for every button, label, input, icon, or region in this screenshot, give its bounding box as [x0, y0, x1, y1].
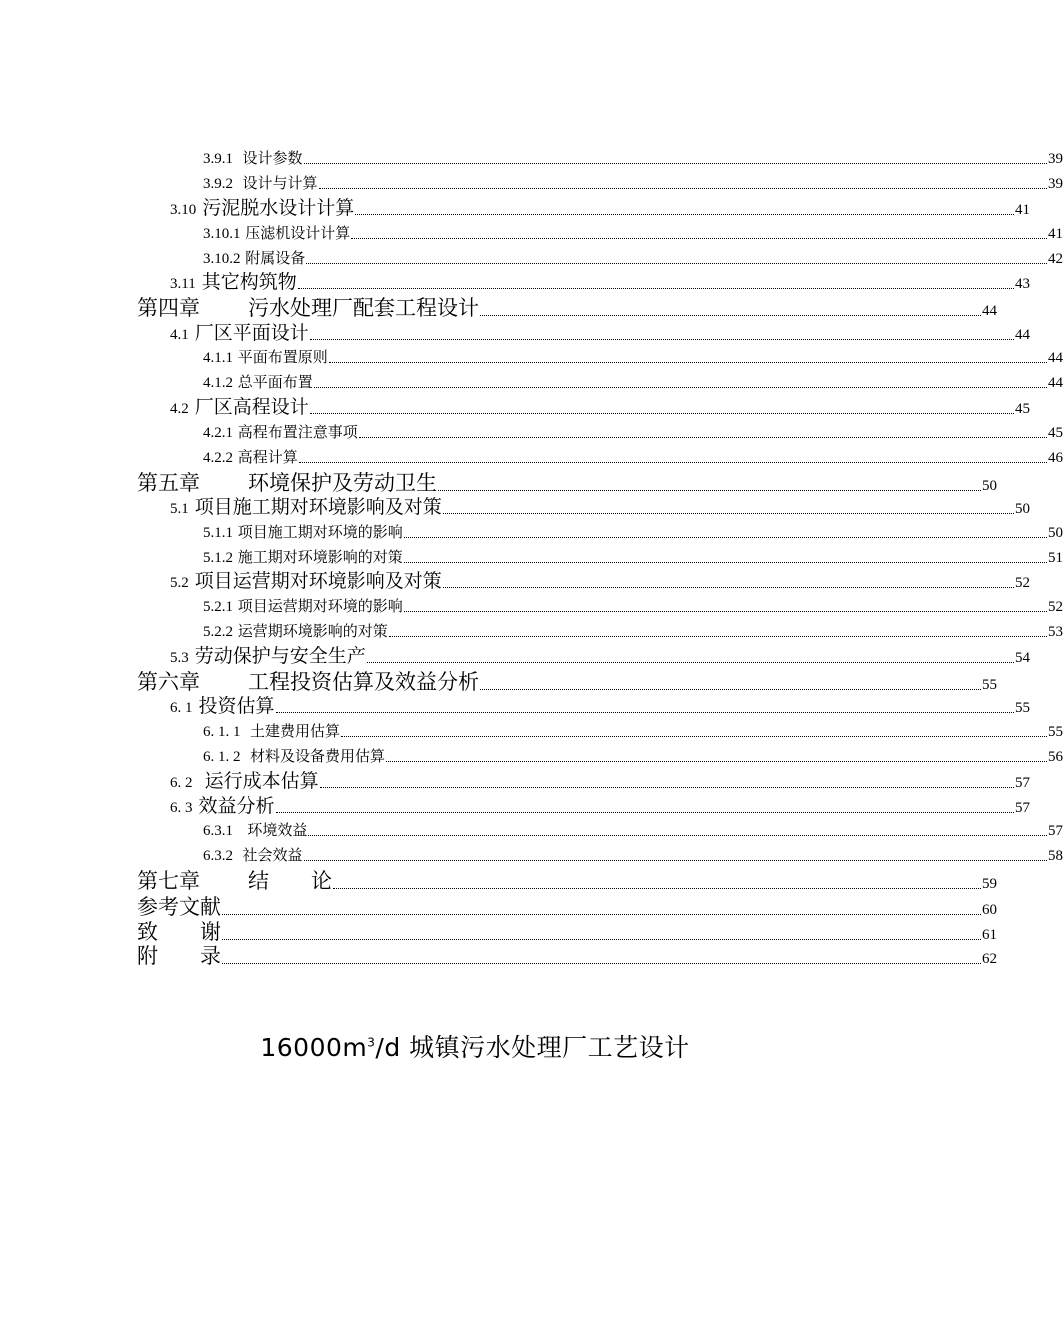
- toc-entry[interactable]: [0, 647, 1030, 666]
- toc-entry[interactable]: [0, 599, 1063, 615]
- dot-leader: [299, 461, 1047, 463]
- dot-leader: [314, 386, 1047, 388]
- toc-entry-label: 5.1.2 施工期对环境影响的对策: [203, 548, 403, 566]
- dot-leader: [438, 489, 981, 491]
- toc-entry-label: 3.9.2 设计与计算: [203, 174, 318, 192]
- toc-page-number: 59: [982, 876, 997, 892]
- toc-entry-chapter[interactable]: [0, 672, 997, 693]
- dot-leader: [359, 436, 1047, 438]
- superscript: 3: [367, 1035, 376, 1050]
- toc-entry-label: 6.3.2 社会效益: [203, 846, 303, 864]
- toc-entry[interactable]: [0, 724, 1063, 740]
- toc-entry-label: 4.2 厂区高程设计: [170, 396, 309, 418]
- toc-entry[interactable]: [0, 273, 1030, 292]
- dot-leader: [355, 213, 1014, 215]
- toc-entry-label: 5.2.1 项目运营期对环境的影响: [203, 597, 403, 615]
- toc-entry[interactable]: [0, 176, 1063, 192]
- toc-entry-label: 3.10.2 附属设备: [203, 249, 306, 267]
- toc-entry-label: 6. 1. 2 材料及设备费用估算: [203, 747, 386, 765]
- toc-entry[interactable]: [0, 848, 1063, 864]
- dot-leader: [443, 586, 1014, 588]
- toc-entry[interactable]: [0, 350, 1063, 366]
- toc-page-number: 44: [982, 303, 997, 319]
- dot-leader: [443, 512, 1014, 514]
- dot-leader: [304, 859, 1047, 861]
- toc-page-number: 57: [1015, 775, 1030, 791]
- toc-page-number: 52: [1048, 599, 1063, 615]
- dot-leader: [276, 811, 1014, 813]
- dot-leader: [367, 661, 1014, 663]
- toc-page-number: 44: [1048, 375, 1063, 391]
- toc-page-number: 42: [1048, 251, 1063, 267]
- toc-entry-label: 3.10.1 压滤机设计计算: [203, 224, 351, 242]
- toc-entry-label: 5.2.2 运营期环境影响的对策: [203, 622, 388, 640]
- toc-entry-label: 4.1 厂区平面设计: [170, 322, 309, 344]
- dot-leader: [310, 338, 1014, 340]
- toc-page-number: 55: [982, 677, 997, 693]
- dot-leader: [480, 688, 981, 690]
- toc-entry-label: 3.11 其它构筑物: [170, 271, 297, 293]
- toc-entry-label: 5.1.1 项目施工期对环境的影响: [203, 523, 403, 541]
- toc-entry-label: 3.9.1 设计参数: [203, 149, 303, 167]
- toc-entry[interactable]: [0, 425, 1063, 441]
- toc-entry[interactable]: [0, 450, 1063, 466]
- toc-page-number: 45: [1048, 425, 1063, 441]
- dot-leader: [222, 913, 981, 915]
- toc-page-number: 58: [1048, 848, 1063, 864]
- dot-leader: [333, 887, 981, 889]
- toc-entry[interactable]: [0, 697, 1030, 716]
- dot-leader: [386, 760, 1047, 762]
- toc-page-number: 52: [1015, 575, 1030, 591]
- toc-page-number: 44: [1048, 350, 1063, 366]
- toc-entry-label: 第五章 环境保护及劳动卫生: [137, 471, 437, 495]
- toc-entry-label: 5.2 项目运营期对环境影响及对策: [170, 570, 442, 592]
- toc-entry-label: 4.2.2 高程计算: [203, 448, 298, 466]
- dot-leader: [310, 412, 1014, 414]
- toc-page-number: 44: [1015, 327, 1030, 343]
- dot-leader: [404, 610, 1047, 612]
- toc-entry[interactable]: [0, 572, 1030, 591]
- toc-entry-label: 4.1.2 总平面布置: [203, 373, 313, 391]
- toc-entry[interactable]: [0, 498, 1030, 517]
- toc-entry-label: 4.1.1 平面布置原则: [203, 348, 328, 366]
- toc-entry-label: 5.1 项目施工期对环境影响及对策: [170, 496, 442, 518]
- toc-page-number: 57: [1048, 823, 1063, 839]
- toc-entry-chapter[interactable]: [0, 922, 997, 943]
- toc-entry[interactable]: [0, 199, 1030, 218]
- toc-page-number: 39: [1048, 151, 1063, 167]
- toc-entry[interactable]: [0, 226, 1063, 242]
- dot-leader: [389, 635, 1047, 637]
- dot-leader: [320, 786, 1014, 788]
- dot-leader: [329, 361, 1047, 363]
- dot-leader: [480, 314, 981, 316]
- toc-page-number: 55: [1015, 700, 1030, 716]
- toc-entry-label: 附 录: [137, 944, 221, 968]
- toc-entry[interactable]: [0, 772, 1030, 791]
- dot-leader: [306, 262, 1047, 264]
- dot-leader: [404, 561, 1047, 563]
- toc-entry[interactable]: [0, 324, 1030, 343]
- toc-entry[interactable]: [0, 151, 1063, 167]
- toc-entry-label: 6. 3 效益分析: [170, 795, 275, 817]
- dot-leader: [304, 162, 1047, 164]
- toc-entry-label: 6. 1. 1 土建费用估算: [203, 722, 341, 740]
- toc-entry[interactable]: [0, 251, 1063, 267]
- toc-entry[interactable]: [0, 823, 1063, 839]
- dot-leader: [222, 938, 981, 940]
- toc-page-number: 57: [1015, 800, 1030, 816]
- toc-page-number: 41: [1015, 202, 1030, 218]
- toc-page-number: 50: [1048, 525, 1063, 541]
- toc-entry-label: 第六章 工程投资估算及效益分析: [137, 670, 479, 694]
- dot-leader: [276, 711, 1014, 713]
- toc-entry-chapter[interactable]: [0, 897, 997, 918]
- dot-leader: [351, 237, 1047, 239]
- toc-entry[interactable]: [0, 749, 1063, 765]
- toc-entry-chapter[interactable]: [0, 473, 997, 494]
- toc-entry[interactable]: [0, 398, 1030, 417]
- toc-entry-label: 6. 2 运行成本估算: [170, 770, 319, 792]
- toc-page-number: 46: [1048, 450, 1063, 466]
- toc-entry[interactable]: [0, 624, 1063, 640]
- toc-page-number: 41: [1048, 226, 1063, 242]
- toc-entry-label: 4.2.1 高程布置注意事项: [203, 423, 358, 441]
- dot-leader: [308, 834, 1047, 836]
- dot-leader: [319, 187, 1047, 189]
- toc-page-number: 53: [1048, 624, 1063, 640]
- toc-entry-label: 参考文献: [137, 895, 221, 919]
- toc-page-number: 50: [982, 478, 997, 494]
- toc-page-number: 55: [1048, 724, 1063, 740]
- toc-entry-label: 3.10 污泥脱水设计计算: [170, 197, 355, 219]
- document-title: $16000m^3/d$ 城镇污水处理厂工艺设计: [260, 1033, 690, 1062]
- toc-page-number: 45: [1015, 401, 1030, 417]
- toc-page-number: 60: [982, 902, 997, 918]
- toc-entry-label: 6. 1 投资估算: [170, 695, 275, 717]
- toc-entry[interactable]: [0, 797, 1030, 816]
- toc-page-number: 50: [1015, 501, 1030, 517]
- toc-page-number: 51: [1048, 550, 1063, 566]
- toc-page-number: 56: [1048, 749, 1063, 765]
- dot-leader: [341, 735, 1047, 737]
- toc-entry-label: 致 谢: [137, 920, 221, 944]
- toc-entry-chapter[interactable]: [0, 298, 997, 319]
- toc-page-number: 54: [1015, 650, 1030, 666]
- dot-leader: [404, 536, 1047, 538]
- toc-page-number: 43: [1015, 276, 1030, 292]
- toc-page-number: 39: [1048, 176, 1063, 192]
- toc-entry[interactable]: [0, 525, 1063, 541]
- toc-page-number: 61: [982, 927, 997, 943]
- dot-leader: [298, 287, 1014, 289]
- toc-entry[interactable]: [0, 550, 1063, 566]
- dot-leader: [222, 962, 981, 964]
- toc-entry-label: 第七章 结 论: [137, 869, 332, 893]
- toc-entry-chapter[interactable]: [0, 871, 997, 892]
- toc-entry-label: 6.3.1 环境效益: [203, 821, 308, 839]
- toc-entry-chapter[interactable]: [0, 946, 997, 967]
- toc-entry-label: 5.3 劳动保护与安全生产: [170, 645, 366, 667]
- toc-entry[interactable]: [0, 375, 1063, 391]
- toc-page-number: 62: [982, 951, 997, 967]
- toc-entry-label: 第四章 污水处理厂配套工程设计: [137, 296, 479, 320]
